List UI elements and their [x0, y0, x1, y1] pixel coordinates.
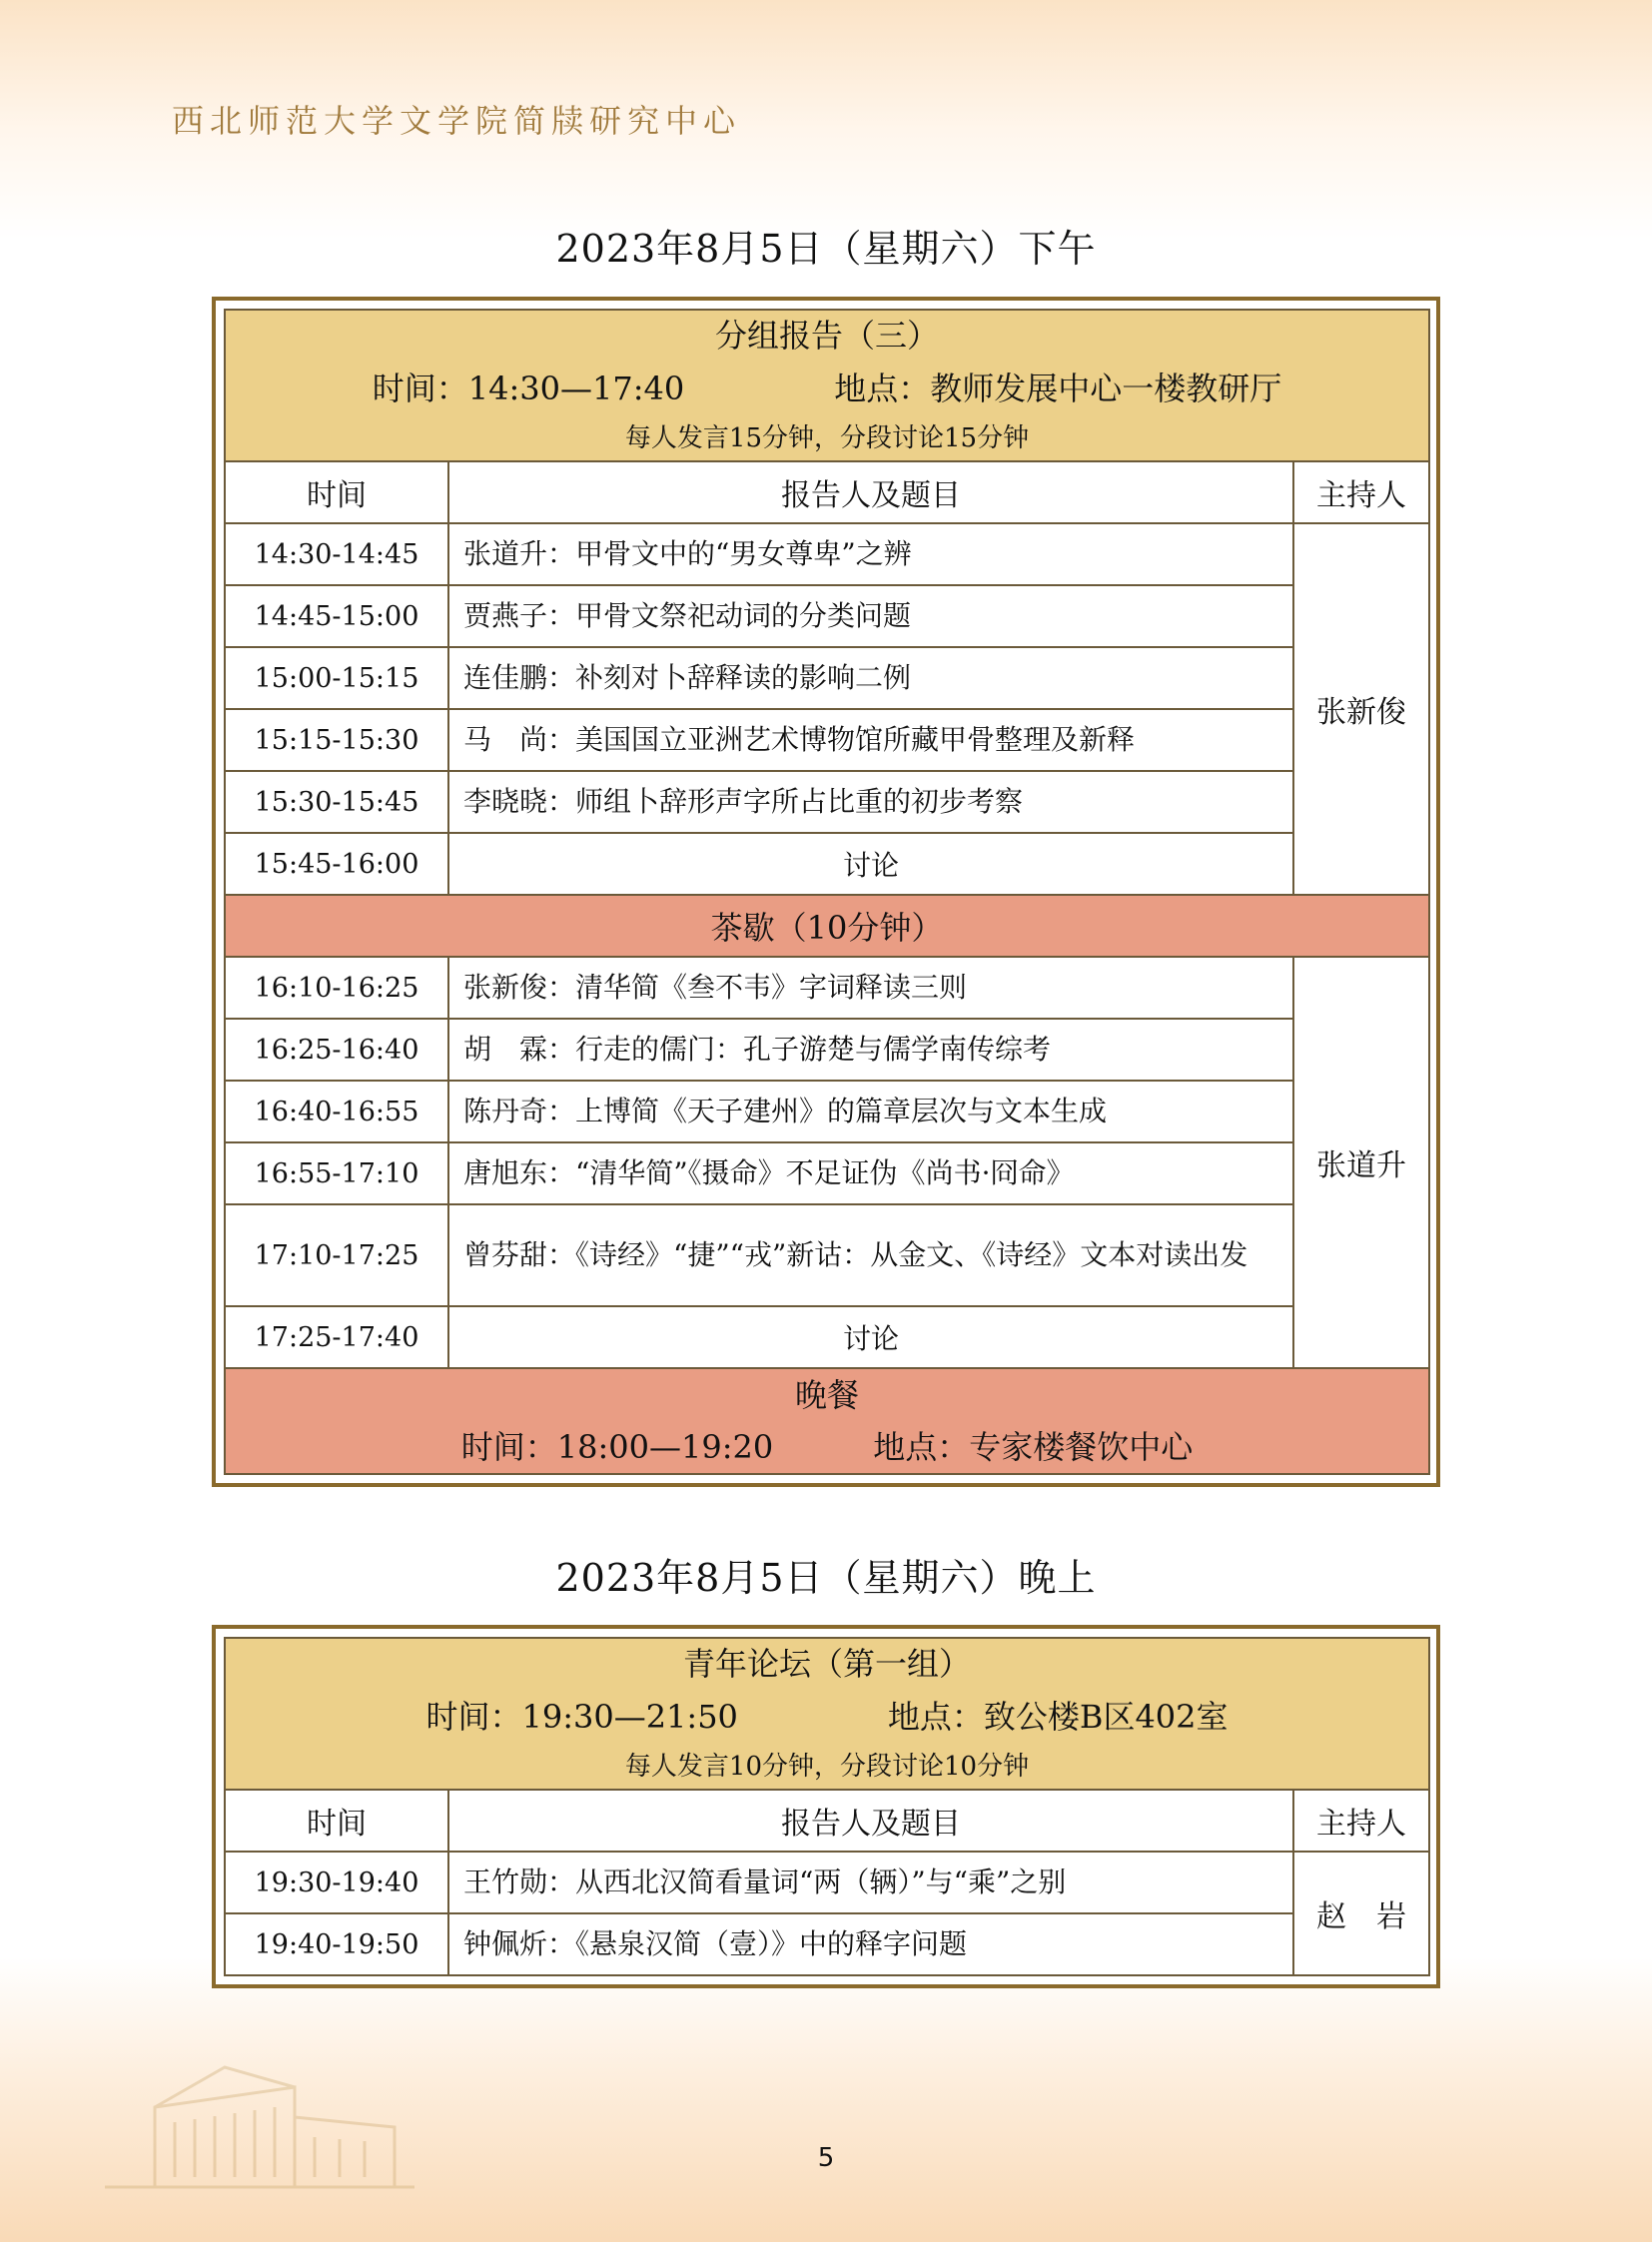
row-time: 19:30-19:40	[225, 1852, 448, 1913]
row-time: 17:25-17:40	[225, 1306, 448, 1368]
row-talk: 胡 霖：行走的儒门：孔子游楚与儒学南传综考	[448, 1019, 1293, 1081]
session-place: 地点：致公楼B区402室	[887, 1698, 1229, 1736]
table-row	[225, 771, 1429, 833]
row-talk: 钟佩炘：《悬泉汉简（壹）》中的释字问题	[448, 1913, 1293, 1975]
row-time: 17:10-17:25	[225, 1204, 448, 1306]
session-header	[225, 310, 1429, 461]
tea-break: 茶歇（10分钟）	[225, 895, 1429, 957]
session-time: 时间：14:30—17:40	[372, 370, 685, 407]
dinner-place: 地点：专家楼餐饮中心	[873, 1428, 1194, 1466]
table-row	[225, 1852, 1429, 1913]
table-row	[225, 1019, 1429, 1081]
row-talk: 马 尚：美国国立亚洲艺术博物馆所藏甲骨整理及新释	[448, 709, 1293, 771]
table-row	[225, 585, 1429, 647]
section-title-evening: 2023年8月5日（星期六）晚上	[555, 1556, 1097, 1600]
row-time: 19:40-19:50	[225, 1913, 448, 1975]
section-title-afternoon: 2023年8月5日（星期六）下午	[555, 227, 1097, 271]
row-discussion: 讨论	[448, 833, 1293, 895]
building-watermark	[95, 2047, 424, 2197]
tea-break-row	[225, 895, 1429, 957]
table-row	[225, 1142, 1429, 1204]
table-row	[225, 1204, 1429, 1306]
column-header-time: 时间	[225, 461, 448, 523]
table-row	[225, 957, 1429, 1019]
row-time: 16:25-16:40	[225, 1019, 448, 1081]
row-time: 16:40-16:55	[225, 1081, 448, 1142]
column-header-talk: 报告人及题目	[448, 1790, 1293, 1852]
row-time: 15:30-15:45	[225, 771, 448, 833]
host-name: 张新俊	[1293, 523, 1429, 895]
table-row	[225, 1081, 1429, 1142]
session-time: 时间：19:30—21:50	[425, 1698, 738, 1736]
session-place: 地点：教师发展中心一楼教研厅	[834, 370, 1282, 407]
column-header-host: 主持人	[1293, 461, 1429, 523]
dinner-title: 晚餐	[795, 1376, 860, 1414]
row-talk: 张新俊：清华简《叁不韦》字词释读三则	[448, 957, 1293, 1019]
row-discussion: 讨论	[448, 1306, 1293, 1368]
row-time: 16:55-17:10	[225, 1142, 448, 1204]
session-note: 每人发言10分钟，分段讨论10分钟	[624, 1752, 1030, 1782]
table-row	[225, 833, 1429, 895]
host-name: 张道升	[1293, 957, 1429, 1368]
table-row	[225, 1306, 1429, 1368]
table-row	[225, 709, 1429, 771]
row-time: 14:30-14:45	[225, 523, 448, 585]
dinner-time: 时间：18:00—19:20	[460, 1428, 774, 1466]
row-talk: 贾燕子：甲骨文祭祀动词的分类问题	[448, 585, 1293, 647]
dinner-row	[225, 1368, 1429, 1474]
column-header-time: 时间	[225, 1790, 448, 1852]
row-talk: 曾芬甜：《诗经》“捷”“戎”新诂：从金文、《诗经》文本对读出发	[448, 1204, 1293, 1306]
page-number: 5	[817, 2143, 835, 2173]
table-row	[225, 1913, 1429, 1975]
row-time: 16:10-16:25	[225, 957, 448, 1019]
column-header-row	[225, 1790, 1429, 1852]
row-talk: 张道升：甲骨文中的“男女尊卑”之辨	[448, 523, 1293, 585]
row-talk: 李晓晓：师组卜辞形声字所占比重的初步考察	[448, 771, 1293, 833]
row-talk: 连佳鹏：补刻对卜辞释读的影响二例	[448, 647, 1293, 709]
schedule-table-evening	[212, 1625, 1440, 1988]
table-row	[225, 523, 1429, 585]
host-name: 赵 岩	[1293, 1852, 1429, 1975]
column-header-row	[225, 461, 1429, 523]
table-row	[225, 647, 1429, 709]
row-time: 15:15-15:30	[225, 709, 448, 771]
session-note: 每人发言15分钟，分段讨论15分钟	[624, 423, 1030, 453]
row-talk: 王竹勋：从西北汉简看量词“两（辆）”与“乘”之别	[448, 1852, 1293, 1913]
column-header-talk: 报告人及题目	[448, 461, 1293, 523]
session-title: 青年论坛（第一组）	[682, 1645, 971, 1683]
schedule-table-afternoon	[212, 297, 1440, 1487]
session-header	[225, 1638, 1429, 1790]
row-time: 15:00-15:15	[225, 647, 448, 709]
row-talk: 唐旭东：“清华简”《摄命》不足证伪《尚书·冏命》	[448, 1142, 1293, 1204]
row-time: 14:45-15:00	[225, 585, 448, 647]
header-title: 西北师范大学文学院简牍研究中心	[172, 102, 742, 140]
row-talk: 陈丹奇：上博简《天子建州》的篇章层次与文本生成	[448, 1081, 1293, 1142]
session-title: 分组报告（三）	[715, 317, 940, 355]
column-header-host: 主持人	[1293, 1790, 1429, 1852]
row-time: 15:45-16:00	[225, 833, 448, 895]
